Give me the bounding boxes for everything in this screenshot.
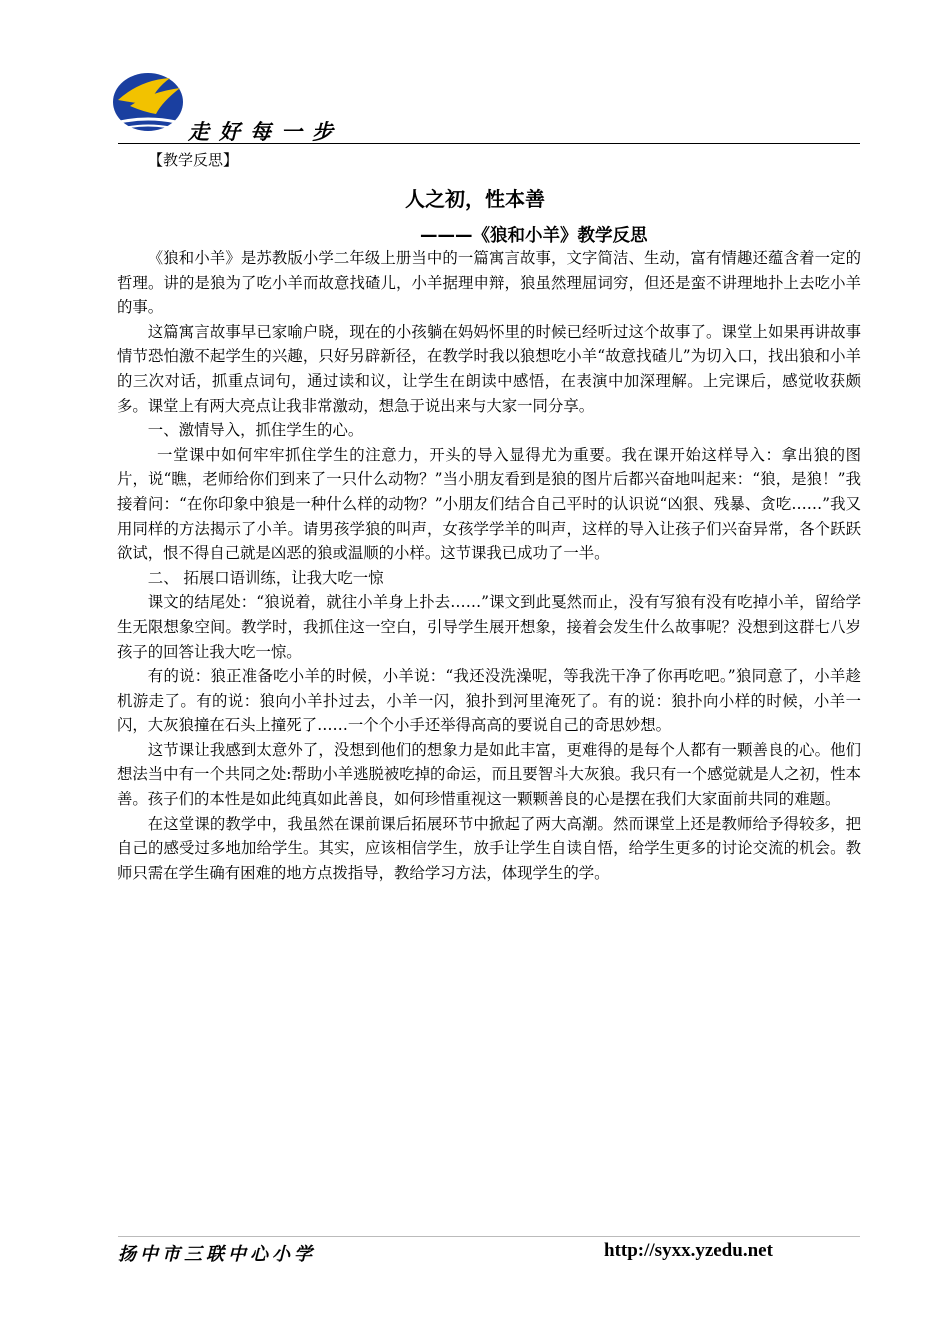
header-motto: 走好每一步 — [188, 120, 343, 144]
footer-school-name: 扬中市三联中心小学 — [118, 1244, 316, 1265]
paragraph: 这节课让我感到太意外了，没想到他们的想象力是如此丰富，更难得的是每个人都有一颗善良的心。他们想法当中有一个共同之处:帮助小羊逃脱被吃掉的命运，而且要智斗大灰狼。我只有一个感觉就是人之初，性本善。孩子们的本性是如此纯真如此善良，如何珍惜重视这一颗颗善良的心是摆在我们大家面前共同的难题。 — [117, 740, 861, 809]
section-heading: 一、激情导入，抓住学生的心。 — [147, 421, 364, 440]
footer-url[interactable]: http://syxx.yzedu.net — [604, 1240, 773, 1261]
paragraph: 有的说：狼正准备吃小羊的时候，小羊说：“我还没洗澡呢，等我洗干净了你再吃吧。”狼同意了，小羊趁机游走了。有的说：狼向小羊扑过去，小羊一闪，狼扑到河里淹死了。有的说：狼扑向小样的时候，小羊一闪，大灰狼撞在石头上撞死了……一个个小手还举得高高的要说自己的奇思妙想。 — [117, 667, 861, 735]
paragraph: 在这堂课的教学中，我虽然在课前课后拓展环节中掀起了两大高潮。然而课堂上还是教师给予得较多，把自己的感受过多地加给学生。其实，应该相信学生，放手让学生自读自悟，给学生更多的讨论交流的机会。教师只需在学生确有困难的地方点拨指导，教给学习方法，体现学生的学。 — [117, 814, 861, 882]
section-heading: 二、 拓展口语训练，让我大吃一惊 — [147, 568, 384, 587]
paragraph: 这篇寓言故事早已家喻户晓，现在的小孩躺在妈妈怀里的时候已经听过这个故事了。课堂上如果再讲故事情节恐怕激不起学生的兴趣，只好另辟新径，在教学时我以狼想吃小羊“故意找碴儿”为切入口，找出狼和小羊的三次对话，抓重点词句，通过读和议，让学生在朗读中感悟，在表演中加深理解。上完课后，感觉收获颇多。课堂上有两大亮点让我非常激动，想急于说出来与大家一同分享。 — [117, 322, 861, 415]
article-title: 人之初，性本善 — [405, 187, 545, 211]
header-divider — [118, 143, 860, 144]
footer-divider — [118, 1236, 860, 1237]
article-subtitle: ———《狼和小羊》教学反思 — [420, 226, 648, 246]
article-body — [117, 246, 861, 885]
paragraph: 《狼和小羊》是苏教版小学二年级上册当中的一篇寓言故事，文字简洁、生动，富有情趣还蕴含着一定的哲理。讲的是狼为了吃小羊而故意找碴儿，小羊据理申辩，狼虽然理屈词穷，但还是蛮不讲理地扑上去吃小羊的事。 — [117, 249, 861, 317]
school-logo — [110, 70, 186, 138]
paragraph: 一堂课中如何牢牢抓住学生的注意力，开头的导入显得尤为重要。我在课开始这样导入：拿出狼的图片，说“瞧，老师给你们到来了一只什么动物？”当小朋友看到是狼的图片后都兴奋地叫起来：“狼，是狼！”我接着问：“在你印象中狼是一种什么样的动物？”小朋友们结合自己平时的认识说“凶狠、残暴、贪吃……”我又用同样的方法揭示了小羊。请男孩学狼的叫声，女孩学学羊的叫声，这样的导入让孩子们兴奋异常，各个跃跃欲试，恨不得自己就是凶恶的狼或温顺的小样。这节课我已成功了一半。 — [117, 445, 861, 563]
paragraph: 课文的结尾处：“狼说着，就往小羊身上扑去……”课文到此戛然而止，没有写狼有没有吃掉小羊，留给学生无限想象空间。教学时，我抓住这一空白，引导学生展开想象，接着会发生什么故事呢？没想到这群七八岁孩子的回答让我大吃一惊。 — [117, 593, 861, 661]
section-tag: 【教学反思】 — [148, 151, 239, 169]
